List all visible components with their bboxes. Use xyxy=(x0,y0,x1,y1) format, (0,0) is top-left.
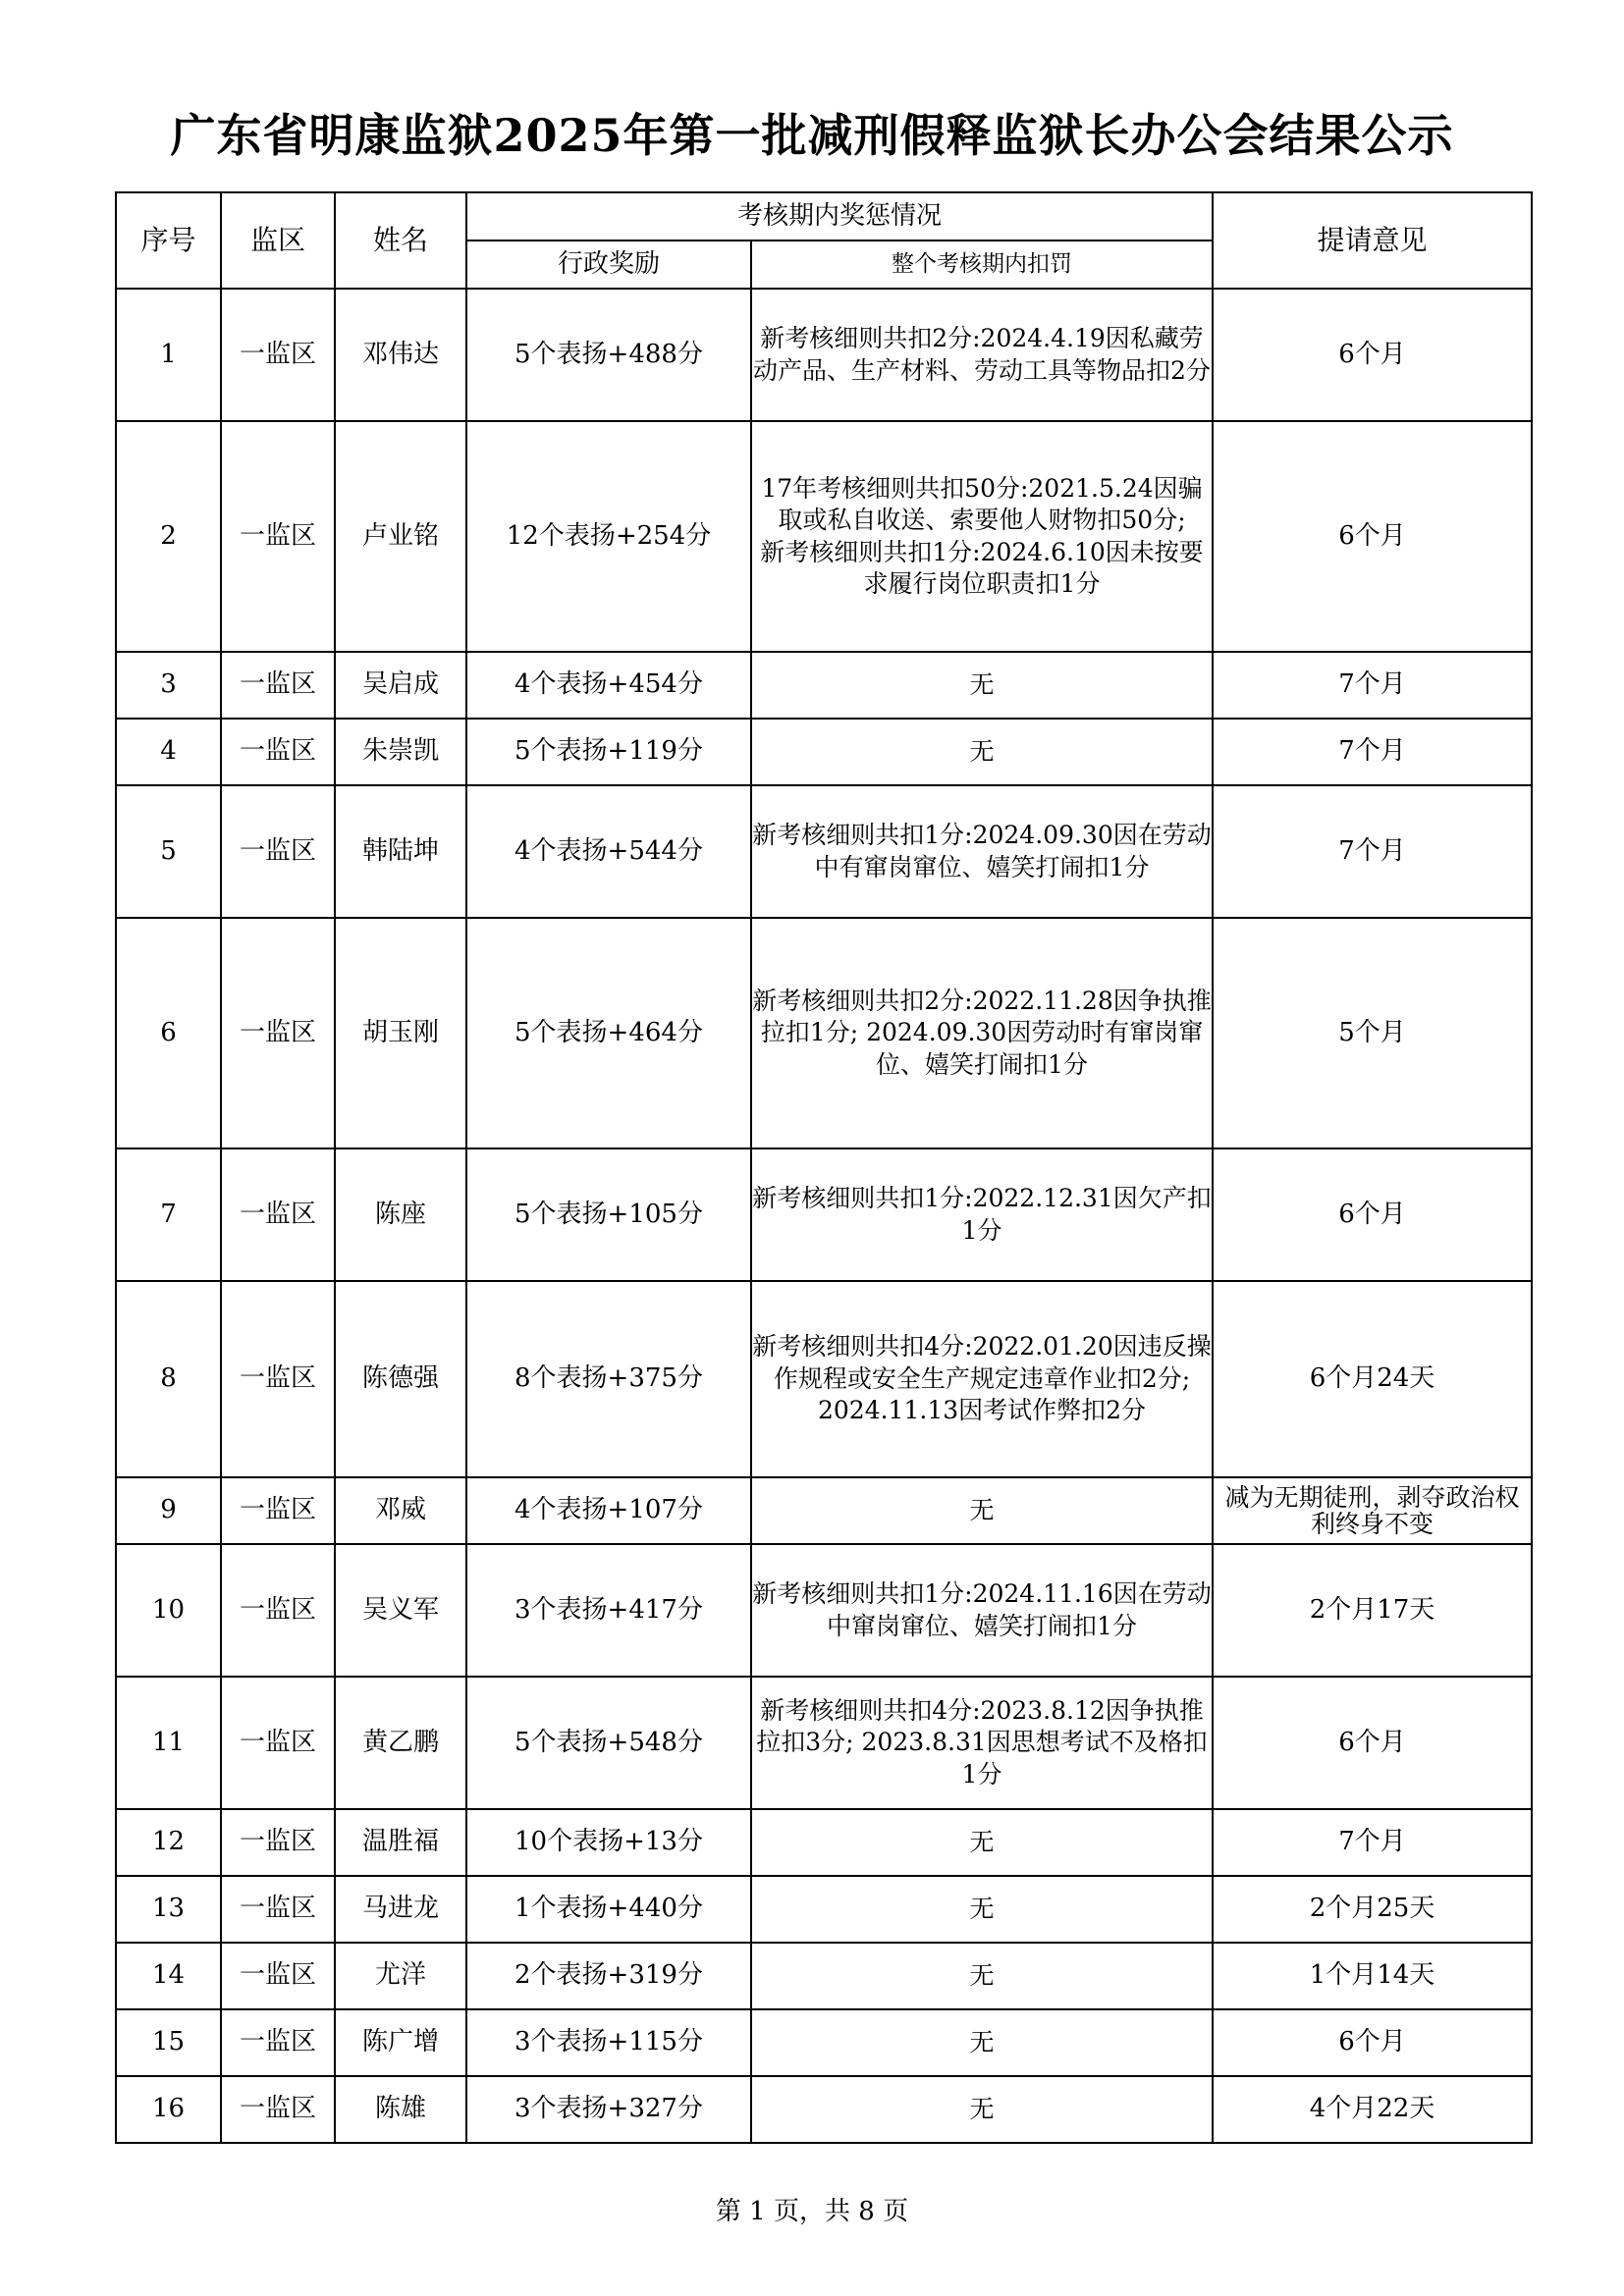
cell-district: 一监区 xyxy=(221,652,335,719)
cell-seq: 6 xyxy=(116,918,221,1148)
table-row xyxy=(116,1148,1532,1281)
cell-seq: 9 xyxy=(116,1477,221,1544)
cell-reward: 5个表扬+488分 xyxy=(466,289,751,421)
table-row xyxy=(116,2076,1532,2143)
cell-district: 一监区 xyxy=(221,719,335,785)
cell-seq: 11 xyxy=(116,1677,221,1809)
cell-reward: 10个表扬+13分 xyxy=(466,1809,751,1876)
cell-penalty: 新考核细则共扣1分:2024.11.16因在劳动中窜岗窜位、嬉笑打闹扣1分 xyxy=(751,1544,1213,1677)
cell-reward: 4个表扬+544分 xyxy=(466,785,751,918)
cell-name: 陈广增 xyxy=(335,2009,466,2076)
cell-penalty: 无 xyxy=(751,652,1213,719)
cell-penalty: 无 xyxy=(751,1477,1213,1544)
cell-name: 温胜福 xyxy=(335,1809,466,1876)
cell-penalty: 新考核细则共扣1分:2022.12.31因欠产扣1分 xyxy=(751,1148,1213,1281)
cell-district: 一监区 xyxy=(221,1281,335,1477)
cell-suggestion: 减为无期徒刑，剥夺政治权利终身不变 xyxy=(1213,1477,1532,1544)
cell-seq: 8 xyxy=(116,1281,221,1477)
cell-reward: 3个表扬+327分 xyxy=(466,2076,751,2143)
table-row xyxy=(116,719,1532,785)
page-title: 广东省明康监狱2025年第一批减刑假释监狱长办公会结果公示 xyxy=(170,109,1454,162)
cell-district: 一监区 xyxy=(221,1943,335,2009)
cell-district: 一监区 xyxy=(221,918,335,1148)
cell-seq: 2 xyxy=(116,421,221,652)
cell-penalty: 新考核细则共扣2分:2024.4.19因私藏劳动产品、生产材料、劳动工具等物品扣2分 xyxy=(751,289,1213,421)
cell-suggestion: 6个月24天 xyxy=(1213,1281,1532,1477)
table-row xyxy=(116,421,1532,652)
cell-name: 陈雄 xyxy=(335,2076,466,2143)
cell-seq: 12 xyxy=(116,1809,221,1876)
cell-name: 陈座 xyxy=(335,1148,466,1281)
cell-district: 一监区 xyxy=(221,421,335,652)
cell-suggestion: 1个月14天 xyxy=(1213,1943,1532,2009)
cell-penalty: 无 xyxy=(751,2076,1213,2143)
cell-seq: 7 xyxy=(116,1148,221,1281)
cell-name: 朱崇凯 xyxy=(335,719,466,785)
cell-penalty: 无 xyxy=(751,719,1213,785)
cell-reward: 5个表扬+119分 xyxy=(466,719,751,785)
cell-penalty: 17年考核细则共扣50分:2021.5.24因骗取或私自收送、索要他人财物扣50分; 新考核细则共扣1分:2024.6.10因未按要求履行岗位职责扣1分 xyxy=(751,421,1213,652)
cell-reward: 5个表扬+105分 xyxy=(466,1148,751,1281)
cell-reward: 1个表扬+440分 xyxy=(466,1876,751,1943)
cell-reward: 3个表扬+417分 xyxy=(466,1544,751,1677)
cell-suggestion: 6个月 xyxy=(1213,421,1532,652)
cell-district: 一监区 xyxy=(221,785,335,918)
cell-seq: 13 xyxy=(116,1876,221,1943)
cell-suggestion: 2个月17天 xyxy=(1213,1544,1532,1677)
cell-district: 一监区 xyxy=(221,2076,335,2143)
cell-suggestion: 7个月 xyxy=(1213,719,1532,785)
table-row xyxy=(116,1876,1532,1943)
cell-suggestion: 7个月 xyxy=(1213,1809,1532,1876)
cell-reward: 5个表扬+548分 xyxy=(466,1677,751,1809)
table-row xyxy=(116,785,1532,918)
table-row xyxy=(116,1281,1532,1477)
cell-suggestion: 7个月 xyxy=(1213,785,1532,918)
header-name: 姓名 xyxy=(335,192,466,289)
table-row xyxy=(116,1477,1532,1544)
cell-name: 吴启成 xyxy=(335,652,466,719)
cell-district: 一监区 xyxy=(221,1148,335,1281)
page-footer: 第 1 页，共 8 页 xyxy=(715,2197,909,2226)
cell-district: 一监区 xyxy=(221,289,335,421)
cell-penalty: 新考核细则共扣4分:2022.01.20因违反操作规程或安全生产规定违章作业扣2分; 2024.11.13因考试作弊扣2分 xyxy=(751,1281,1213,1477)
cell-district: 一监区 xyxy=(221,2009,335,2076)
cell-name: 陈德强 xyxy=(335,1281,466,1477)
cell-suggestion: 4个月22天 xyxy=(1213,2076,1532,2143)
header-reward-penalty-group: 考核期内奖惩情况 xyxy=(466,192,1213,240)
cell-suggestion: 6个月 xyxy=(1213,1677,1532,1809)
cell-penalty: 无 xyxy=(751,1809,1213,1876)
cell-seq: 4 xyxy=(116,719,221,785)
cell-district: 一监区 xyxy=(221,1677,335,1809)
cell-district: 一监区 xyxy=(221,1477,335,1544)
cell-reward: 4个表扬+454分 xyxy=(466,652,751,719)
header-reward: 行政奖励 xyxy=(466,240,751,289)
cell-penalty: 新考核细则共扣4分:2023.8.12因争执推拉扣3分; 2023.8.31因思想考试不及格扣1分 xyxy=(751,1677,1213,1809)
cell-seq: 1 xyxy=(116,289,221,421)
cell-seq: 3 xyxy=(116,652,221,719)
cell-reward: 2个表扬+319分 xyxy=(466,1943,751,2009)
cell-district: 一监区 xyxy=(221,1876,335,1943)
cell-name: 胡玉刚 xyxy=(335,918,466,1148)
cell-suggestion: 7个月 xyxy=(1213,652,1532,719)
cell-name: 卢业铭 xyxy=(335,421,466,652)
table-row xyxy=(116,2009,1532,2076)
cell-district: 一监区 xyxy=(221,1809,335,1876)
cell-name: 韩陆坤 xyxy=(335,785,466,918)
cell-seq: 5 xyxy=(116,785,221,918)
table-row xyxy=(116,1677,1532,1809)
cell-suggestion: 6个月 xyxy=(1213,289,1532,421)
header-seq: 序号 xyxy=(116,192,221,289)
header-suggestion: 提请意见 xyxy=(1213,192,1532,289)
cell-suggestion: 2个月25天 xyxy=(1213,1876,1532,1943)
cell-name: 尤洋 xyxy=(335,1943,466,2009)
table-row xyxy=(116,289,1532,421)
cell-penalty: 无 xyxy=(751,2009,1213,2076)
cell-seq: 16 xyxy=(116,2076,221,2143)
table-row xyxy=(116,652,1532,719)
cell-suggestion: 6个月 xyxy=(1213,2009,1532,2076)
table-row xyxy=(116,918,1532,1148)
results-table xyxy=(115,191,1533,2144)
cell-penalty: 新考核细则共扣1分:2024.09.30因在劳动中有窜岗窜位、嬉笑打闹扣1分 xyxy=(751,785,1213,918)
table-body xyxy=(116,289,1532,2143)
cell-penalty: 无 xyxy=(751,1876,1213,1943)
cell-suggestion: 6个月 xyxy=(1213,1148,1532,1281)
cell-seq: 10 xyxy=(116,1544,221,1677)
header-penalty: 整个考核期内扣罚 xyxy=(751,240,1213,289)
cell-seq: 14 xyxy=(116,1943,221,2009)
table-row xyxy=(116,1544,1532,1677)
cell-name: 邓威 xyxy=(335,1477,466,1544)
cell-reward: 8个表扬+375分 xyxy=(466,1281,751,1477)
cell-reward: 5个表扬+464分 xyxy=(466,918,751,1148)
cell-penalty: 无 xyxy=(751,1943,1213,2009)
cell-name: 黄乙鹏 xyxy=(335,1677,466,1809)
table-row xyxy=(116,1809,1532,1876)
table-row xyxy=(116,1943,1532,2009)
cell-district: 一监区 xyxy=(221,1544,335,1677)
cell-reward: 12个表扬+254分 xyxy=(466,421,751,652)
cell-reward: 4个表扬+107分 xyxy=(466,1477,751,1544)
cell-reward: 3个表扬+115分 xyxy=(466,2009,751,2076)
cell-name: 邓伟达 xyxy=(335,289,466,421)
cell-suggestion: 5个月 xyxy=(1213,918,1532,1148)
cell-seq: 15 xyxy=(116,2009,221,2076)
header-district: 监区 xyxy=(221,192,335,289)
cell-penalty: 新考核细则共扣2分:2022.11.28因争执推拉扣1分; 2024.09.30因劳动时有窜岗窜位、嬉笑打闹扣1分 xyxy=(751,918,1213,1148)
cell-name: 吴义军 xyxy=(335,1544,466,1677)
cell-name: 马进龙 xyxy=(335,1876,466,1943)
